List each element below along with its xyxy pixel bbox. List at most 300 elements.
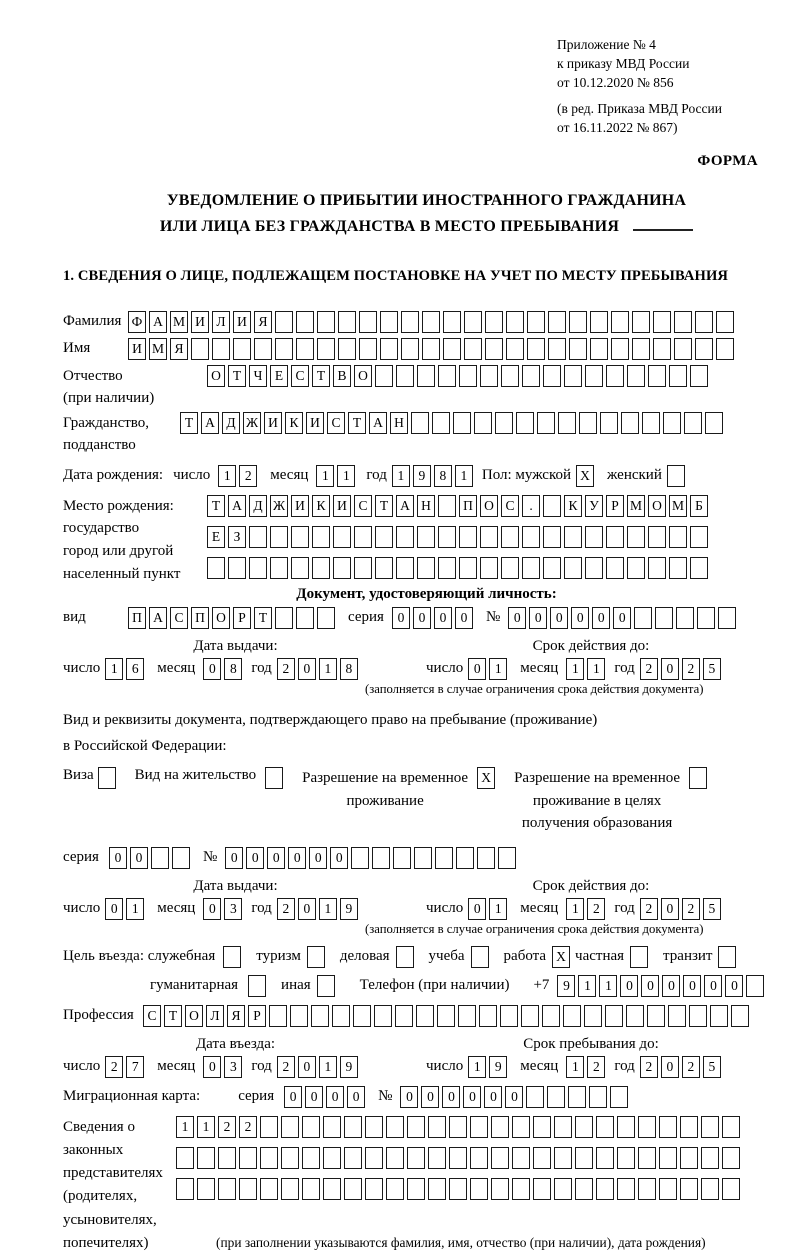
char-box[interactable]: И [333,495,351,517]
char-box[interactable] [512,1116,530,1138]
char-box[interactable]: П [128,607,146,629]
char-box[interactable] [338,338,356,360]
char-box[interactable] [611,311,629,333]
char-box[interactable] [312,557,330,579]
char-box[interactable] [638,1178,656,1200]
char-box[interactable]: Р [233,607,251,629]
char-box[interactable] [351,847,369,869]
char-box[interactable]: 1 [566,658,584,680]
char-box[interactable]: 1 [176,1116,194,1138]
sex-male-checkbox[interactable] [576,465,597,487]
char-box[interactable] [579,412,597,434]
char-box[interactable]: 1 [566,1056,584,1078]
char-box[interactable]: 9 [413,465,431,487]
char-box[interactable]: 2 [587,1056,605,1078]
char-box[interactable]: 2 [640,1056,658,1078]
char-box[interactable] [260,1116,278,1138]
char-box[interactable] [281,1116,299,1138]
char-box[interactable] [626,1005,644,1027]
char-box[interactable] [365,1116,383,1138]
char-box[interactable] [548,311,566,333]
char-box[interactable]: 0 [400,1086,418,1108]
stay-year-input[interactable] [640,1056,724,1078]
char-box[interactable]: Ж [270,495,288,517]
char-box[interactable] [239,1147,257,1169]
purpose-business-checkbox[interactable] [396,946,417,968]
char-box[interactable] [564,526,582,548]
char-box[interactable]: 0 [413,607,431,629]
char-box[interactable] [680,1147,698,1169]
representatives-input-row3[interactable] [176,1178,743,1200]
char-box[interactable] [437,1005,455,1027]
char-box[interactable]: 0 [434,607,452,629]
char-box[interactable] [669,365,687,387]
char-box[interactable]: 0 [704,975,722,997]
char-box[interactable] [610,1086,628,1108]
char-box[interactable] [533,1147,551,1169]
char-box[interactable]: 0 [683,975,701,997]
char-box[interactable] [606,557,624,579]
char-box[interactable] [547,1086,565,1108]
permit-issue-day-input[interactable] [105,898,147,920]
char-box[interactable]: 1 [126,898,144,920]
char-box[interactable] [323,1178,341,1200]
char-box[interactable] [344,1116,362,1138]
permit-series-input[interactable] [109,847,193,869]
char-box[interactable] [401,311,419,333]
char-box[interactable]: К [564,495,582,517]
char-box[interactable] [464,311,482,333]
char-box[interactable] [386,1147,404,1169]
permit-exp-month-input[interactable] [566,898,608,920]
char-box[interactable] [395,1005,413,1027]
char-box[interactable]: Т [254,607,272,629]
char-box[interactable] [701,1116,719,1138]
char-box[interactable] [506,311,524,333]
char-box[interactable] [634,607,652,629]
char-box[interactable]: 0 [309,847,327,869]
representatives-input-row2[interactable] [176,1147,743,1169]
char-box[interactable] [438,365,456,387]
char-box[interactable] [270,557,288,579]
char-box[interactable]: 0 [267,847,285,869]
visa-checkbox[interactable] [98,767,119,789]
char-box[interactable] [522,557,540,579]
char-box[interactable] [722,1147,740,1169]
char-box[interactable]: 2 [239,1116,257,1138]
char-box[interactable] [281,1178,299,1200]
char-box[interactable]: К [312,495,330,517]
char-box[interactable] [386,1178,404,1200]
char-box[interactable]: 0 [246,847,264,869]
char-box[interactable] [690,526,708,548]
char-box[interactable] [443,338,461,360]
char-box[interactable] [317,975,335,997]
char-box[interactable] [477,847,495,869]
char-box[interactable] [695,338,713,360]
char-box[interactable] [248,975,266,997]
residence-checkbox[interactable] [265,767,286,789]
char-box[interactable] [585,526,603,548]
char-box[interactable]: 8 [434,465,452,487]
char-box[interactable] [659,1116,677,1138]
char-box[interactable] [396,526,414,548]
char-box[interactable] [512,1147,530,1169]
char-box[interactable]: 1 [566,898,584,920]
char-box[interactable] [353,1005,371,1027]
char-box[interactable] [449,1147,467,1169]
char-box[interactable] [249,526,267,548]
char-box[interactable]: Л [206,1005,224,1027]
char-box[interactable]: 1 [587,658,605,680]
char-box[interactable] [676,607,694,629]
char-box[interactable] [459,526,477,548]
char-box[interactable] [701,1178,719,1200]
char-box[interactable]: 2 [682,898,700,920]
char-box[interactable] [506,338,524,360]
char-box[interactable] [617,1116,635,1138]
permit-exp-year-input[interactable] [640,898,724,920]
char-box[interactable]: 1 [489,898,507,920]
char-box[interactable] [669,526,687,548]
char-box[interactable] [526,1086,544,1108]
char-box[interactable] [380,311,398,333]
char-box[interactable] [501,526,519,548]
char-box[interactable] [480,365,498,387]
char-box[interactable] [554,1116,572,1138]
iddoc-number-input[interactable] [508,607,739,629]
char-box[interactable]: 2 [277,1056,295,1078]
purpose-tourism-checkbox[interactable] [307,946,328,968]
char-box[interactable] [428,1116,446,1138]
char-box[interactable] [722,1178,740,1200]
char-box[interactable] [458,1005,476,1027]
citizenship-input[interactable] [180,412,726,434]
char-box[interactable]: 0 [463,1086,481,1108]
char-box[interactable]: Т [180,412,198,434]
birth-day-input[interactable] [218,465,260,487]
char-box[interactable] [632,311,650,333]
char-box[interactable]: 1 [489,658,507,680]
char-box[interactable] [333,557,351,579]
char-box[interactable] [260,1147,278,1169]
char-box[interactable]: 2 [277,658,295,680]
purpose-other-checkbox[interactable] [317,975,338,997]
char-box[interactable]: 0 [326,1086,344,1108]
char-box[interactable]: С [143,1005,161,1027]
iddoc-exp-day-input[interactable] [468,658,510,680]
char-box[interactable]: О [480,495,498,517]
char-box[interactable]: 0 [109,847,127,869]
char-box[interactable]: 2 [640,658,658,680]
char-box[interactable] [689,1005,707,1027]
char-box[interactable] [590,311,608,333]
char-box[interactable] [416,1005,434,1027]
char-box[interactable]: 6 [126,658,144,680]
char-box[interactable] [563,1005,581,1027]
char-box[interactable] [564,365,582,387]
char-box[interactable]: Т [348,412,366,434]
char-box[interactable]: Д [249,495,267,517]
char-box[interactable]: 0 [661,898,679,920]
char-box[interactable]: А [149,607,167,629]
char-box[interactable] [501,365,519,387]
char-box[interactable] [617,1178,635,1200]
char-box[interactable] [151,847,169,869]
char-box[interactable] [542,1005,560,1027]
representatives-input-row1[interactable] [176,1116,743,1138]
char-box[interactable] [659,1178,677,1200]
char-box[interactable] [317,607,335,629]
char-box[interactable]: 9 [340,1056,358,1078]
char-box[interactable] [716,311,734,333]
char-box[interactable] [453,412,471,434]
char-box[interactable] [291,526,309,548]
char-box[interactable] [485,311,503,333]
char-box[interactable] [647,1005,665,1027]
char-box[interactable] [354,557,372,579]
char-box[interactable] [471,946,489,968]
char-box[interactable] [302,1116,320,1138]
char-box[interactable]: 0 [130,847,148,869]
char-box[interactable]: 2 [277,898,295,920]
char-box[interactable] [575,1116,593,1138]
birth-year-input[interactable] [392,465,476,487]
char-box[interactable] [569,338,587,360]
char-box[interactable] [697,607,715,629]
char-box[interactable] [269,1005,287,1027]
char-box[interactable]: 8 [340,658,358,680]
char-box[interactable]: X [552,946,570,968]
char-box[interactable]: 1 [197,1116,215,1138]
char-box[interactable]: 1 [392,465,410,487]
char-box[interactable] [667,465,685,487]
char-box[interactable]: 0 [305,1086,323,1108]
char-box[interactable] [689,767,707,789]
char-box[interactable]: О [185,1005,203,1027]
char-box[interactable]: 2 [640,898,658,920]
char-box[interactable] [417,557,435,579]
char-box[interactable]: 8 [224,658,242,680]
char-box[interactable] [606,365,624,387]
stay-month-input[interactable] [566,1056,608,1078]
birthplace-input-row1[interactable] [207,495,711,517]
iddoc-issue-month-input[interactable] [203,658,245,680]
char-box[interactable]: О [207,365,225,387]
edu-permit-checkbox[interactable] [689,767,710,789]
char-box[interactable]: 0 [571,607,589,629]
char-box[interactable] [527,338,545,360]
char-box[interactable]: Р [606,495,624,517]
purpose-private-checkbox[interactable] [630,946,651,968]
char-box[interactable] [589,1086,607,1108]
char-box[interactable] [680,1178,698,1200]
char-box[interactable]: X [477,767,495,789]
char-box[interactable] [470,1116,488,1138]
char-box[interactable] [407,1147,425,1169]
char-box[interactable] [474,412,492,434]
char-box[interactable] [605,1005,623,1027]
char-box[interactable] [296,338,314,360]
char-box[interactable] [307,946,325,968]
char-box[interactable] [98,767,116,789]
char-box[interactable]: Ж [243,412,261,434]
char-box[interactable] [317,338,335,360]
birthplace-input-row3[interactable] [207,557,711,579]
char-box[interactable]: 0 [105,898,123,920]
char-box[interactable]: П [191,607,209,629]
char-box[interactable] [655,607,673,629]
iddoc-exp-month-input[interactable] [566,658,608,680]
char-box[interactable] [659,1147,677,1169]
char-box[interactable] [491,1178,509,1200]
migcard-series-input[interactable] [284,1086,368,1108]
char-box[interactable] [438,495,456,517]
char-box[interactable]: О [212,607,230,629]
char-box[interactable] [512,1178,530,1200]
char-box[interactable]: С [327,412,345,434]
char-box[interactable]: А [396,495,414,517]
char-box[interactable]: 0 [592,607,610,629]
char-box[interactable]: 0 [641,975,659,997]
char-box[interactable]: 0 [661,658,679,680]
char-box[interactable] [372,847,390,869]
char-box[interactable] [543,557,561,579]
char-box[interactable] [291,557,309,579]
char-box[interactable] [522,365,540,387]
char-box[interactable] [401,338,419,360]
char-box[interactable] [172,847,190,869]
permit-exp-day-input[interactable] [468,898,510,920]
char-box[interactable]: 0 [330,847,348,869]
char-box[interactable]: 0 [347,1086,365,1108]
char-box[interactable]: М [627,495,645,517]
char-box[interactable] [449,1116,467,1138]
char-box[interactable]: И [233,311,251,333]
char-box[interactable]: 0 [484,1086,502,1108]
migcard-number-input[interactable] [400,1086,631,1108]
char-box[interactable] [265,767,283,789]
char-box[interactable]: Б [690,495,708,517]
char-box[interactable]: Я [227,1005,245,1027]
char-box[interactable] [197,1147,215,1169]
char-box[interactable] [176,1178,194,1200]
char-box[interactable] [718,946,736,968]
char-box[interactable]: 1 [319,658,337,680]
char-box[interactable]: 1 [455,465,473,487]
char-box[interactable]: 0 [529,607,547,629]
char-box[interactable]: Д [222,412,240,434]
char-box[interactable] [617,1147,635,1169]
char-box[interactable]: 5 [703,658,721,680]
char-box[interactable] [302,1178,320,1200]
char-box[interactable] [638,1147,656,1169]
char-box[interactable] [521,1005,539,1027]
char-box[interactable] [653,338,671,360]
char-box[interactable] [680,1116,698,1138]
char-box[interactable]: С [501,495,519,517]
iddoc-exp-year-input[interactable] [640,658,724,680]
char-box[interactable] [590,338,608,360]
char-box[interactable] [323,1147,341,1169]
char-box[interactable] [428,1178,446,1200]
char-box[interactable] [218,1178,236,1200]
char-box[interactable] [459,365,477,387]
char-box[interactable] [564,557,582,579]
char-box[interactable]: З [228,526,246,548]
char-box[interactable] [332,1005,350,1027]
char-box[interactable] [428,1147,446,1169]
char-box[interactable]: 1 [337,465,355,487]
char-box[interactable] [464,338,482,360]
char-box[interactable]: Е [270,365,288,387]
iddoc-issue-year-input[interactable] [277,658,361,680]
char-box[interactable] [249,557,267,579]
char-box[interactable]: Т [312,365,330,387]
char-box[interactable] [260,1178,278,1200]
char-box[interactable]: 1 [316,465,334,487]
char-box[interactable] [317,311,335,333]
char-box[interactable] [275,338,293,360]
char-box[interactable]: 0 [203,1056,221,1078]
char-box[interactable] [354,526,372,548]
char-box[interactable] [498,847,516,869]
char-box[interactable]: В [333,365,351,387]
char-box[interactable] [537,412,555,434]
char-box[interactable]: У [585,495,603,517]
char-box[interactable]: Т [375,495,393,517]
char-box[interactable]: 1 [105,658,123,680]
char-box[interactable]: И [191,311,209,333]
char-box[interactable]: М [149,338,167,360]
char-box[interactable]: О [354,365,372,387]
char-box[interactable]: 0 [455,607,473,629]
iddoc-issue-day-input[interactable] [105,658,147,680]
char-box[interactable] [533,1178,551,1200]
char-box[interactable] [627,526,645,548]
phone-input[interactable] [557,975,767,997]
char-box[interactable]: 0 [662,975,680,997]
char-box[interactable] [270,526,288,548]
char-box[interactable] [669,557,687,579]
char-box[interactable]: Р [248,1005,266,1027]
char-box[interactable]: 0 [284,1086,302,1108]
char-box[interactable]: А [228,495,246,517]
char-box[interactable]: 0 [442,1086,460,1108]
char-box[interactable] [491,1116,509,1138]
char-box[interactable]: 0 [225,847,243,869]
char-box[interactable] [648,526,666,548]
char-box[interactable] [338,311,356,333]
char-box[interactable] [548,338,566,360]
char-box[interactable]: 0 [468,658,486,680]
entry-day-input[interactable] [105,1056,147,1078]
char-box[interactable] [396,365,414,387]
char-box[interactable] [718,607,736,629]
char-box[interactable]: 3 [224,898,242,920]
char-box[interactable]: 9 [489,1056,507,1078]
char-box[interactable]: 1 [468,1056,486,1078]
char-box[interactable]: И [306,412,324,434]
purpose-transit-checkbox[interactable] [718,946,739,968]
purpose-work-checkbox[interactable] [552,946,573,968]
char-box[interactable]: Ф [128,311,146,333]
char-box[interactable]: Я [170,338,188,360]
char-box[interactable] [701,1147,719,1169]
char-box[interactable] [584,1005,602,1027]
char-box[interactable] [558,412,576,434]
char-box[interactable] [375,365,393,387]
